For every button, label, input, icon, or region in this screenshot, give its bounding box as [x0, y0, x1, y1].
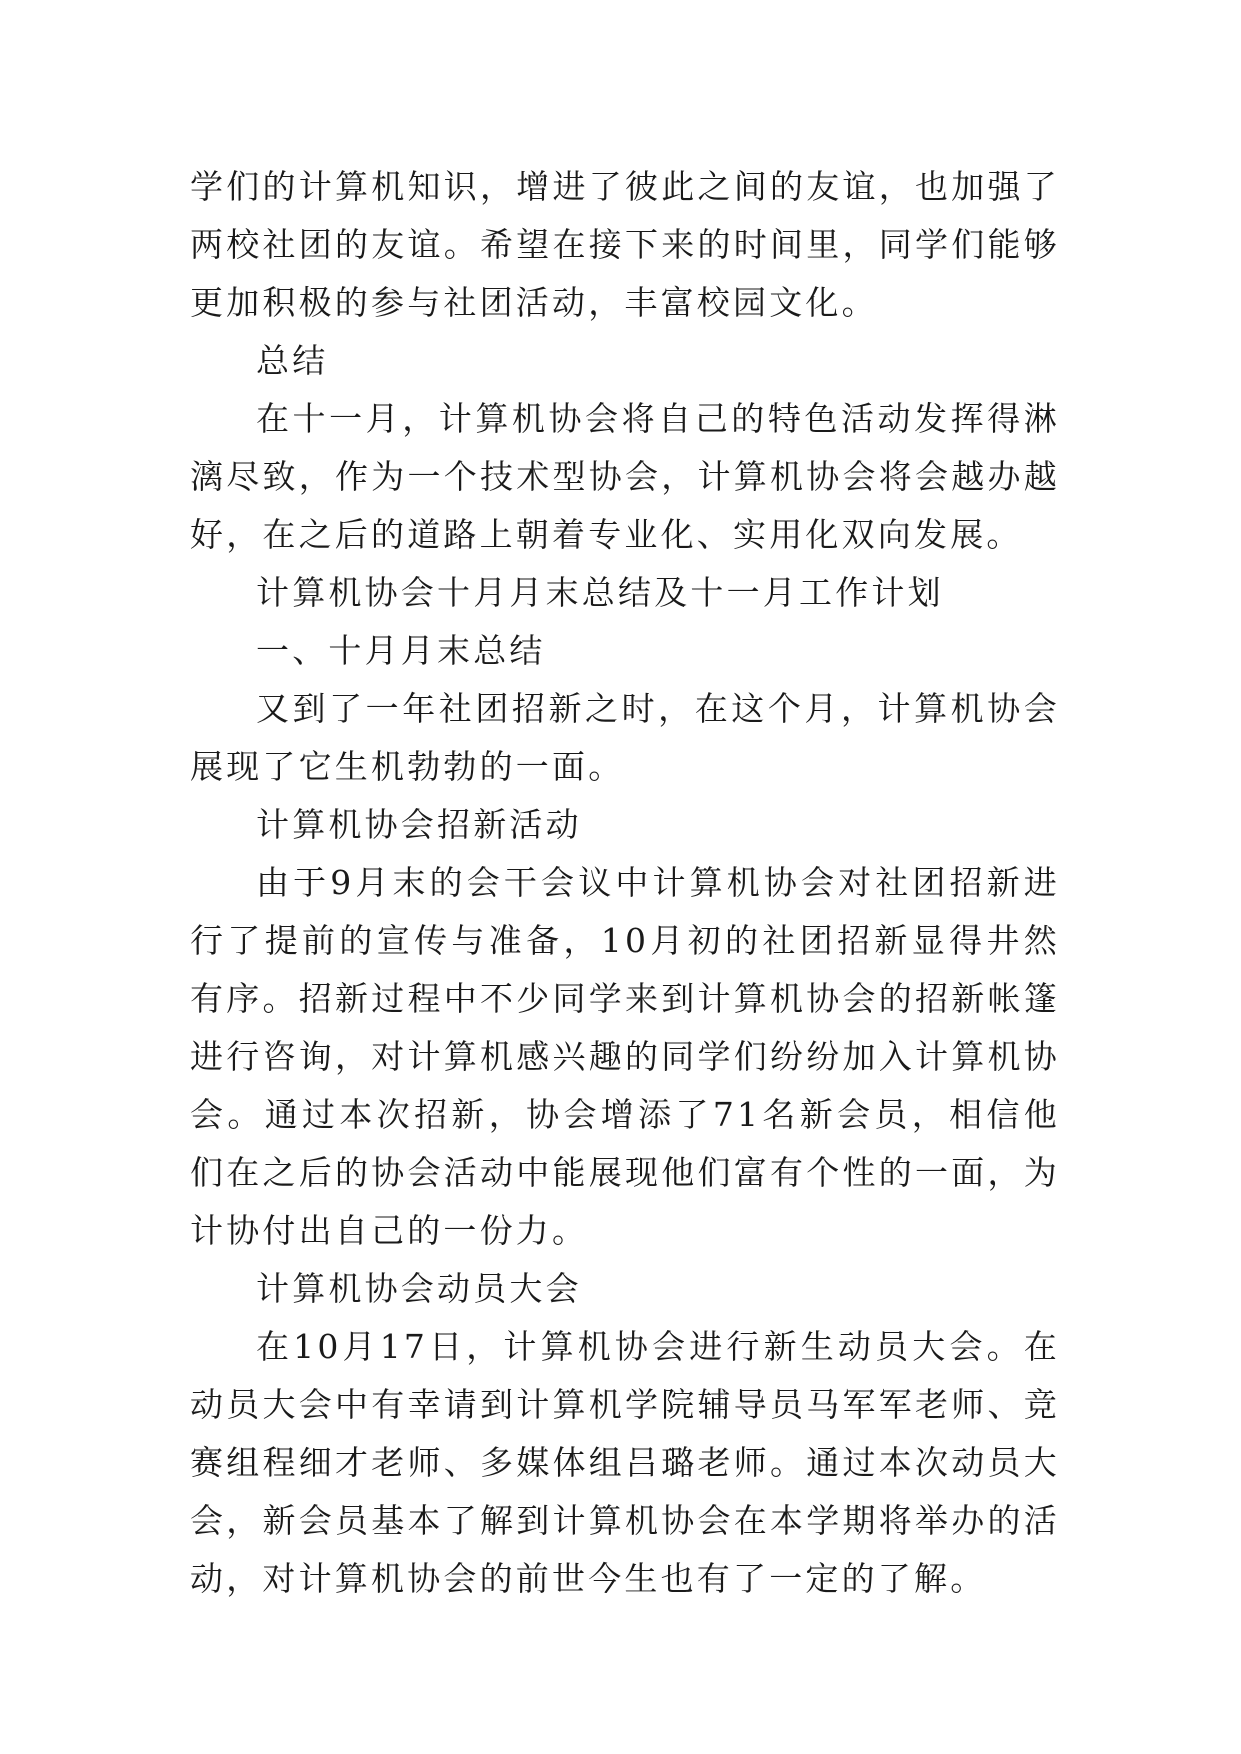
paragraph-mobilization-details: 在10月17日，计算机协会进行新生动员大会。在动员大会中有幸请到计算机学院辅导员马军军老师、竞赛组程细才老师、多媒体组吕璐老师。通过本次动员大会，新会员基本了解到计算机协会在本学期将举办的活动，对计算机协会的前世今生也有了一定的了解。 — [190, 1327, 1060, 1598]
paragraph-november-summary: 在十一月，计算机协会将自己的特色活动发挥得淋漓尽致，作为一个技术型协会，计算机协会将会越办越好，在之后的道路上朝着专业化、实用化双向发展。 — [190, 399, 1060, 554]
section-heading-october-summary: 一、十月月末总结 — [256, 631, 546, 670]
section-heading-mobilization: 计算机协会动员大会 — [256, 1269, 582, 1308]
paragraph-continuation: 学们的计算机知识，增进了彼此之间的友谊，也加强了两校社团的友谊。希望在接下来的时间里，同学们能够更加积极的参与社团活动，丰富校园文化。 — [190, 167, 1060, 322]
paragraph-recruitment-details: 由于9月末的会干会议中计算机协会对社团招新进行了提前的宣传与准备，10月初的社团招新显得井然有序。招新过程中不少同学来到计算机协会的招新帐篷进行咨询，对计算机感兴趣的同学们纷纷加入计算机协会。通过本次招新，协会增添了71名新会员，相信他们在之后的协会活动中能展现他们富有个性的一面，为计协付出自己的一份力。 — [190, 863, 1060, 1250]
document-title: 计算机协会十月月末总结及十一月工作计划 — [256, 573, 944, 612]
section-heading-summary: 总结 — [256, 341, 329, 380]
document-body — [190, 158, 1060, 1608]
paragraph-recruitment-intro: 又到了一年社团招新之时，在这个月，计算机协会展现了它生机勃勃的一面。 — [190, 689, 1060, 786]
section-heading-recruitment: 计算机协会招新活动 — [256, 805, 582, 844]
